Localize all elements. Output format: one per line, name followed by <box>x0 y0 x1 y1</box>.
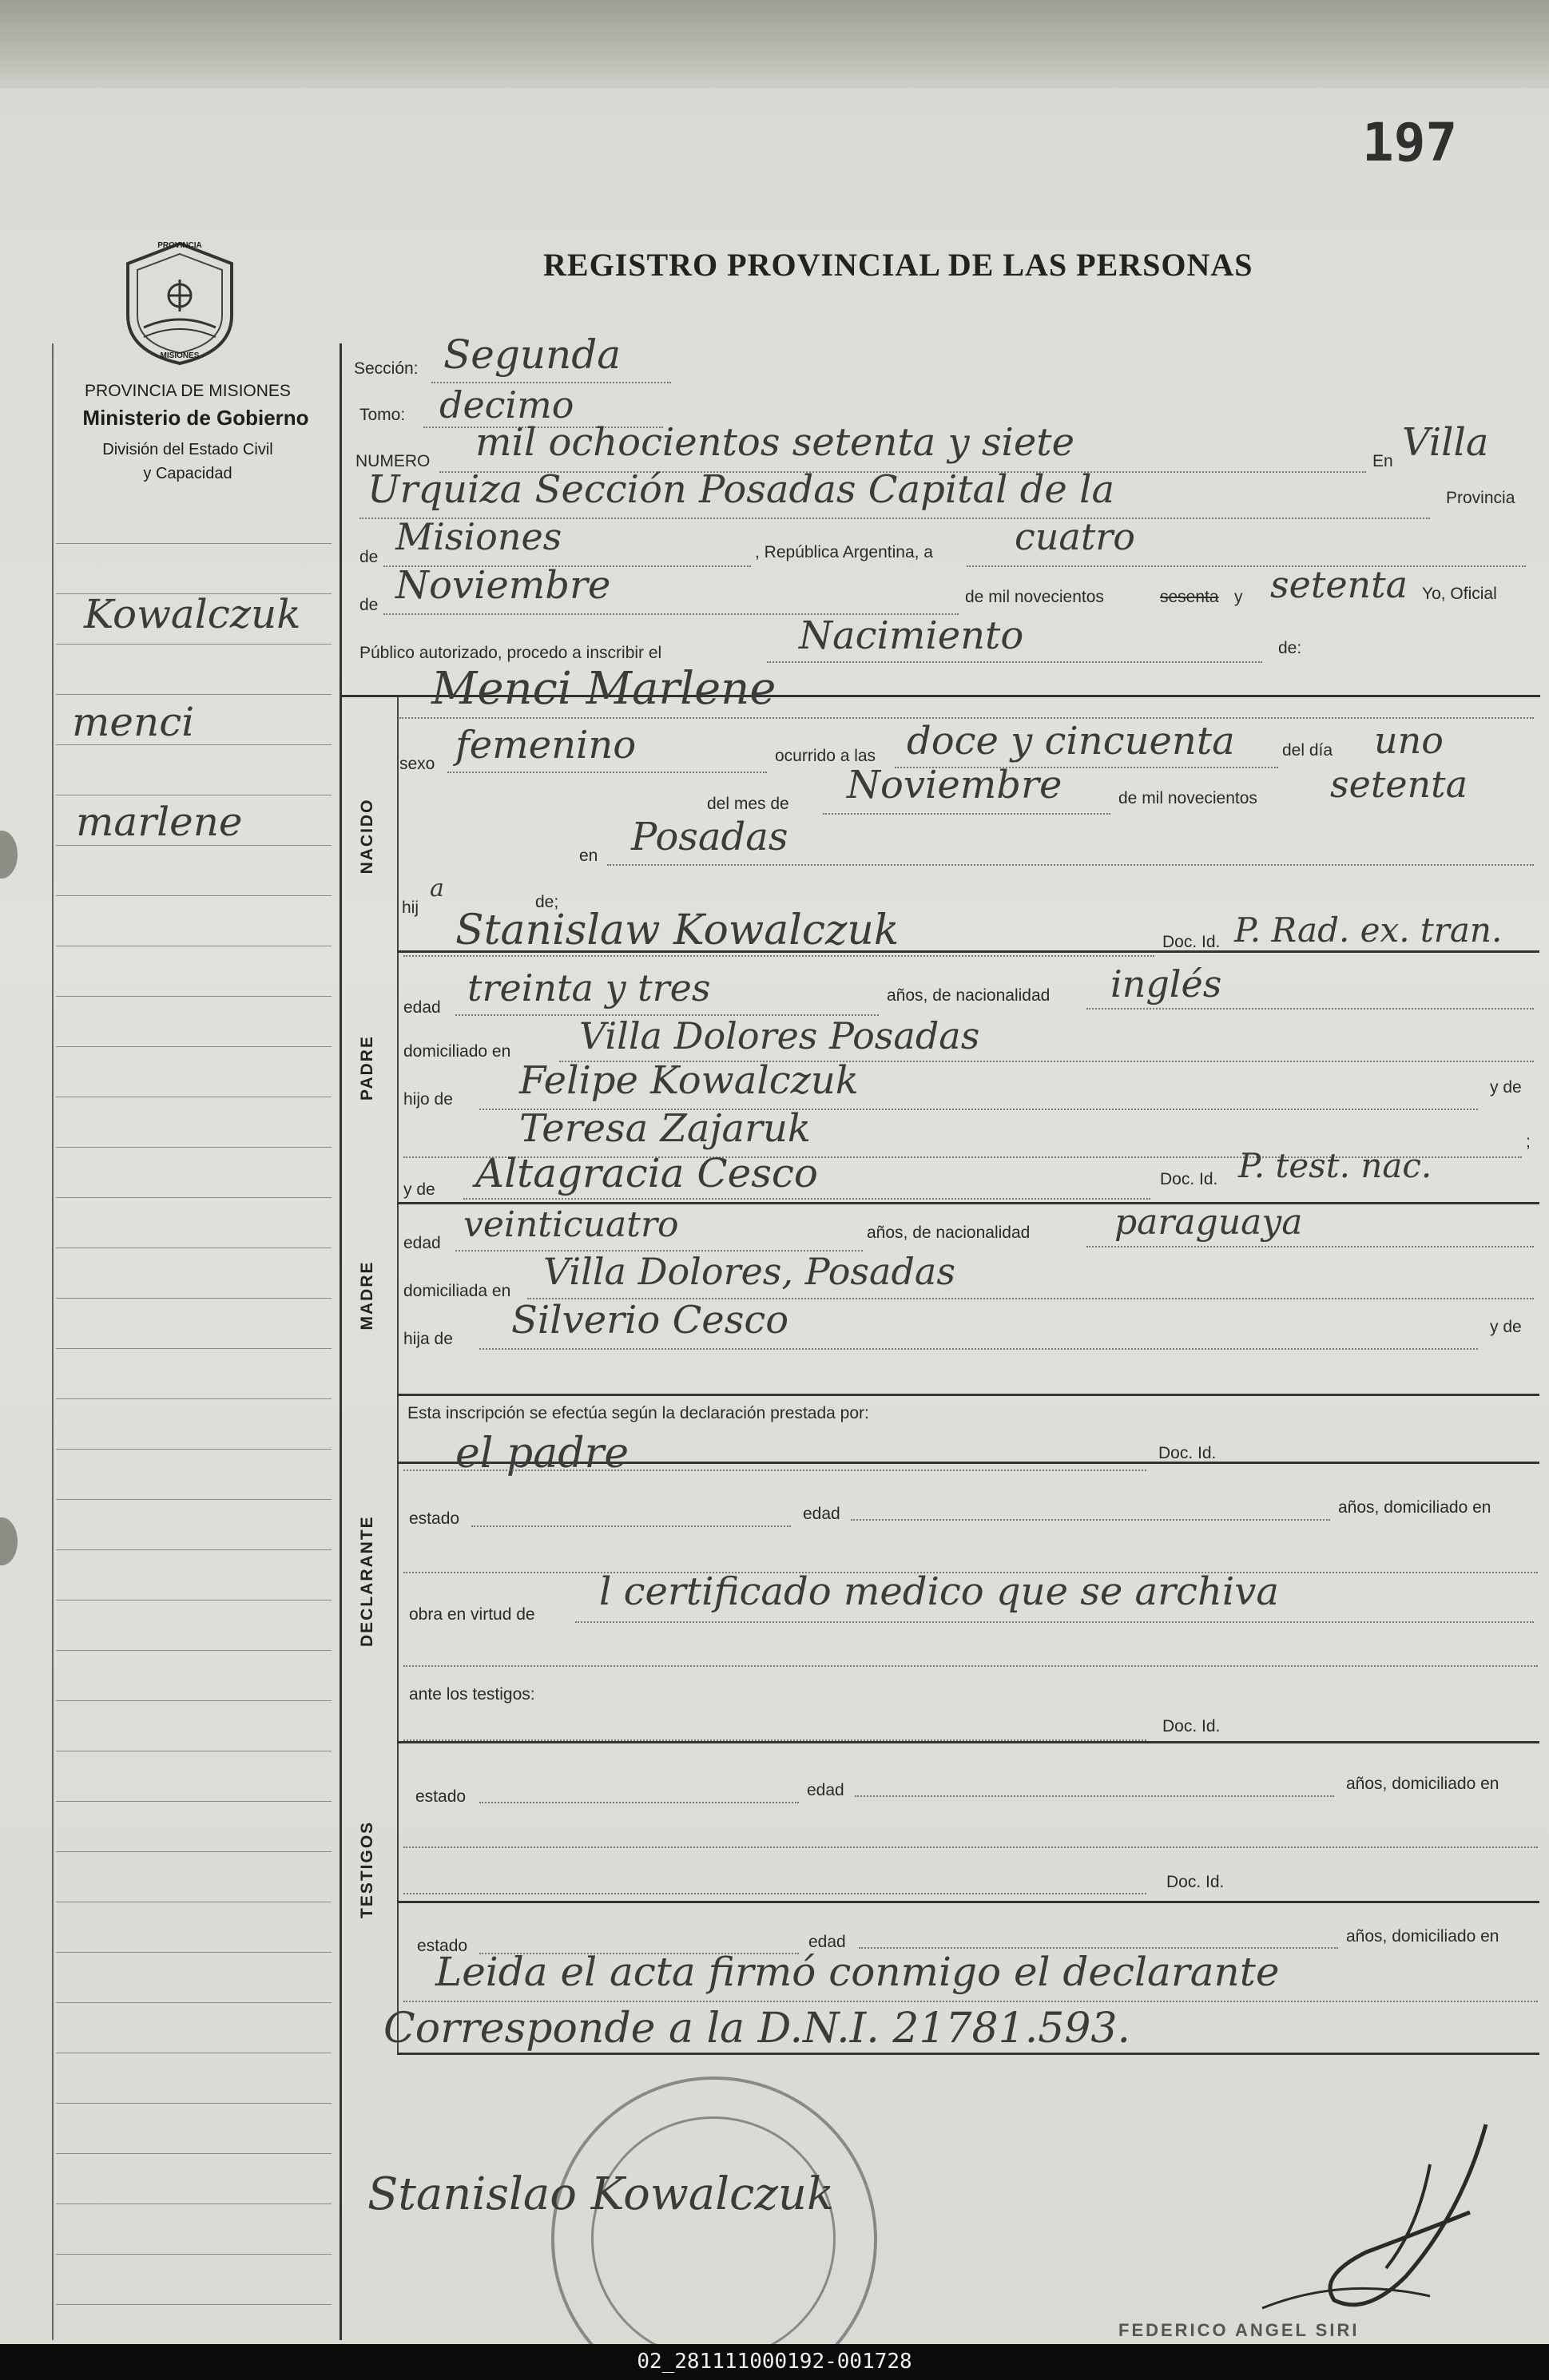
province-emblem-icon <box>120 240 240 367</box>
margin-ruled-line <box>56 1952 332 1953</box>
section-divider <box>397 695 399 2053</box>
madre-nombre: Altagracia Cesco <box>475 1150 819 1196</box>
mes-nacido-value: Noviembre <box>847 763 1062 807</box>
padre-nombre: Stanislaw Kowalczuk <box>455 906 900 954</box>
dia-line <box>967 565 1526 567</box>
testigo1-estado-label: estado <box>415 1787 467 1806</box>
padre-domicilio-label: domiciliado en <box>403 1042 511 1061</box>
republica-label: , República Argentina, a <box>755 543 933 561</box>
mil-nacido-label: de mil novecientos <box>1118 789 1257 807</box>
declarante-obra-label: obra en virtud de <box>409 1605 535 1624</box>
padre-semicolon: ; <box>1526 1132 1531 1151</box>
margin-ruled-line <box>56 1600 332 1601</box>
nacido-nombre: Menci Marlene <box>431 663 776 715</box>
declarante-testigos-label: ante los testigos: <box>409 1685 535 1704</box>
page-number: 197 <box>1362 112 1458 173</box>
madre-y-de-label: y de <box>403 1180 435 1199</box>
de-label-2: de <box>359 596 379 614</box>
margin-ruled-line <box>56 2153 332 2154</box>
padre-edad-value: treinta y tres <box>467 966 711 1010</box>
provincia-value: Misiones <box>395 515 562 558</box>
section-label-padre: PADRE <box>358 1035 376 1101</box>
lugar-line <box>607 864 1534 866</box>
emblem-top-text: PROVINCIA <box>157 241 202 250</box>
testigo2-nombre-line <box>403 1893 1146 1894</box>
lugar-value: Posadas <box>631 815 788 859</box>
margin-ruled-line <box>56 1298 332 1299</box>
margin-ruled-line <box>56 2254 332 2255</box>
margin-ruled-line <box>56 1650 332 1651</box>
madre-hija-label: hija de <box>403 1330 453 1348</box>
en-nacido-label: en <box>579 847 598 865</box>
testigo2-estado-label: estado <box>417 1937 468 1955</box>
madre-padre-line <box>479 1348 1478 1350</box>
testigo1-edad-label: edad <box>807 1781 844 1799</box>
closing-line-1: Leida el acta firmó conmigo el declarante <box>435 1949 1280 1995</box>
margin-note-first-name: menci <box>72 699 195 745</box>
declarante-nombre: el padre <box>455 1430 630 1478</box>
anio-nacido-value: setenta <box>1330 763 1468 806</box>
margin-ruled-line <box>56 1449 332 1450</box>
declarante-doc-label: Doc. Id. <box>1158 1444 1217 1462</box>
closing-line-1-underline <box>403 2001 1538 2002</box>
logo-line-province: PROVINCIA DE MISIONES <box>85 382 291 400</box>
inscribir-line <box>767 661 1262 663</box>
numero-label: NUMERO <box>355 452 431 470</box>
margin-note-surname: Kowalczuk <box>84 591 301 637</box>
numero-value: mil ochocientos setenta y siete <box>475 420 1074 465</box>
margin-ruled-line <box>56 644 332 645</box>
del-dia-label: del día <box>1282 741 1333 760</box>
separator-testigos-bottom <box>397 2053 1539 2055</box>
mes-value: Noviembre <box>395 563 611 608</box>
separator-testigos-middle <box>397 1901 1539 1903</box>
margin-ruled-line <box>56 845 332 846</box>
margin-ruled-line <box>56 1348 332 1349</box>
margin-ruled-line <box>56 2103 332 2104</box>
dia-nacido-value: uno <box>1374 719 1444 762</box>
testigo2-doc-label: Doc. Id. <box>1166 1873 1225 1891</box>
margin-ruled-line <box>56 694 332 695</box>
margin-ruled-line <box>56 1549 332 1550</box>
logo-line-capacity: y Capacidad <box>143 465 232 482</box>
testigo1-doc-label: Doc. Id. <box>1162 1717 1221 1735</box>
footer-bar <box>0 2344 1549 2380</box>
margin-ruled-line <box>56 2203 332 2204</box>
madre-anios-label: años, de nacionalidad <box>867 1224 1031 1242</box>
mil-label: de mil novecientos <box>965 588 1104 606</box>
dia-value: cuatro <box>1015 515 1135 558</box>
margin-ruled-line <box>56 1046 332 1047</box>
place-line: Urquiza Sección Posadas Capital de la <box>367 467 1115 512</box>
margin-ruled-line <box>56 2002 332 2003</box>
separator-madre-bottom <box>397 1394 1539 1396</box>
madre-nacionalidad-line <box>1086 1246 1534 1248</box>
mes-label: del mes de <box>707 795 789 813</box>
section-label-madre: MADRE <box>358 1260 376 1331</box>
madre-edad-value: veinticuatro <box>463 1204 679 1245</box>
padre-padre-nombre: Felipe Kowalczuk <box>519 1058 859 1103</box>
padre-domicilio-value: Villa Dolores Posadas <box>579 1014 980 1057</box>
en-label: En <box>1372 452 1393 470</box>
margin-ruled-line <box>56 1499 332 1500</box>
margin-ruled-line <box>56 1700 332 1701</box>
madre-doc-value: P. test. nac. <box>1238 1146 1432 1185</box>
margin-ruled-line <box>56 996 332 997</box>
testigo1-domicilio-line <box>403 1846 1538 1848</box>
testigo2-anios-label: años, domiciliado en <box>1346 1927 1499 1946</box>
footer-id: 02_281111000192-001728 <box>637 2350 912 2374</box>
hij-de-label: de; <box>535 893 559 911</box>
madre-domicilio-label: domiciliada en <box>403 1282 511 1300</box>
declarante-edad-line <box>851 1519 1330 1521</box>
sexo-label: sexo <box>399 755 435 773</box>
en-value: Villa <box>1402 420 1489 465</box>
margin-left-border <box>52 343 54 2340</box>
testigo1-anios-label: años, domiciliado en <box>1346 1775 1499 1793</box>
padre-madre-nombre: Teresa Zajaruk <box>519 1106 811 1151</box>
official-name: FEDERICO ANGEL SIRI <box>1118 2320 1360 2340</box>
margin-note-second-name: marlene <box>76 799 243 845</box>
madre-y-de-label-2: y de <box>1490 1318 1522 1336</box>
declarante-intro: Esta inscripción se efectúa según la declaración prestada por: <box>407 1404 869 1422</box>
testigo1-edad-line <box>855 1795 1334 1797</box>
margin-ruled-line <box>56 1851 332 1852</box>
madre-nacionalidad-value: paraguaya <box>1114 1202 1303 1243</box>
seccion-label: Sección: <box>354 359 419 378</box>
separator-testigos-top <box>397 1741 1539 1743</box>
sesenta-struck: sesenta <box>1160 588 1219 606</box>
declarante-nombre-line <box>403 1470 1146 1471</box>
declarante-obra-line <box>575 1621 1534 1623</box>
declarante-obra-value: l certificado medico que se archiva <box>599 1569 1279 1614</box>
oficial-label: Yo, Oficial <box>1422 585 1497 603</box>
padre-nombre-line <box>403 955 1154 957</box>
sexo-line <box>447 772 767 773</box>
padre-doc-value: P. Rad. ex. tran. <box>1234 910 1503 950</box>
testigo2-edad-label: edad <box>808 1933 846 1951</box>
seccion-value: Segunda <box>443 331 622 378</box>
tomo-label: Tomo: <box>359 406 406 424</box>
official-signature-icon <box>1246 2116 1510 2324</box>
declarante-anios-label: años, domiciliado en <box>1338 1498 1491 1517</box>
madre-doc-label: Doc. Id. <box>1160 1170 1218 1188</box>
anio-value: setenta <box>1270 563 1408 606</box>
declarant-signature: Stanislao Kowalczuk <box>367 2168 834 2220</box>
hij-label: hij <box>402 898 419 917</box>
declarante-estado-label: estado <box>409 1509 460 1528</box>
ocurrido-label: ocurrido a las <box>775 747 876 765</box>
madre-domicilio-value: Villa Dolores, Posadas <box>543 1250 955 1293</box>
hij-suffix: a <box>430 875 444 902</box>
declarante-estado-line <box>471 1525 791 1527</box>
declarante-extra-line <box>403 1665 1538 1667</box>
margin-ruled-line <box>56 1398 332 1399</box>
mes-nacido-line <box>823 813 1110 815</box>
inscribir-value: Nacimiento <box>799 613 1024 658</box>
publico-label: Público autorizado, procedo a inscribir el <box>359 644 662 662</box>
y-label: y <box>1234 588 1243 606</box>
binder-strip <box>0 0 1549 88</box>
sexo-value: femenino <box>455 723 637 768</box>
margin-ruled-line <box>56 1147 332 1148</box>
madre-padre-nombre: Silverio Cesco <box>511 1298 789 1343</box>
padre-anios-label: años, de nacionalidad <box>887 986 1051 1005</box>
padre-nacionalidad-value: inglés <box>1110 962 1222 1006</box>
de-label: de <box>359 548 379 566</box>
padre-nacionalidad-line <box>1086 1008 1534 1010</box>
closing-line-2: Corresponde a la D.N.I. 21781.593. <box>383 2005 1131 2053</box>
padre-doc-label: Doc. Id. <box>1162 933 1221 951</box>
margin-ruled-line <box>56 1801 332 1802</box>
logo-line-ministry: Ministerio de Gobierno <box>82 406 309 430</box>
margin-ruled-line <box>56 895 332 896</box>
page-title: REGISTRO PROVINCIAL DE LAS PERSONAS <box>543 247 1253 283</box>
emblem-bottom-text: MISIONES <box>160 351 200 360</box>
padre-edad-label: edad <box>403 998 441 1017</box>
margin-ruled-line <box>56 1197 332 1198</box>
madre-edad-label: edad <box>403 1234 441 1252</box>
margin-ruled-line <box>56 543 332 544</box>
official-seal-inner <box>591 2116 836 2344</box>
padre-hijo-label: hijo de <box>403 1090 453 1109</box>
padre-y-de-label: y de <box>1490 1078 1522 1097</box>
section-label-testigos: TESTIGOS <box>358 1820 376 1918</box>
de-colon-label: de: <box>1278 639 1302 657</box>
main-divider <box>340 343 342 2340</box>
hora-value: doce y cincuenta <box>907 719 1235 764</box>
punch-hole <box>0 831 18 879</box>
tomo-value: decimo <box>439 383 574 426</box>
margin-ruled-line <box>56 2304 332 2305</box>
provincia-label: Provincia <box>1446 489 1515 507</box>
logo-line-division: División del Estado Civil <box>102 441 273 458</box>
declarante-edad-label: edad <box>803 1505 840 1523</box>
madre-nombre-line <box>463 1198 1150 1200</box>
section-label-nacido: NACIDO <box>358 798 376 875</box>
testigo1-estado-line <box>479 1802 799 1803</box>
section-label-declarante: DECLARANTE <box>358 1515 376 1647</box>
punch-hole <box>0 1517 18 1565</box>
testigo1-nombre-line <box>403 1739 1146 1741</box>
